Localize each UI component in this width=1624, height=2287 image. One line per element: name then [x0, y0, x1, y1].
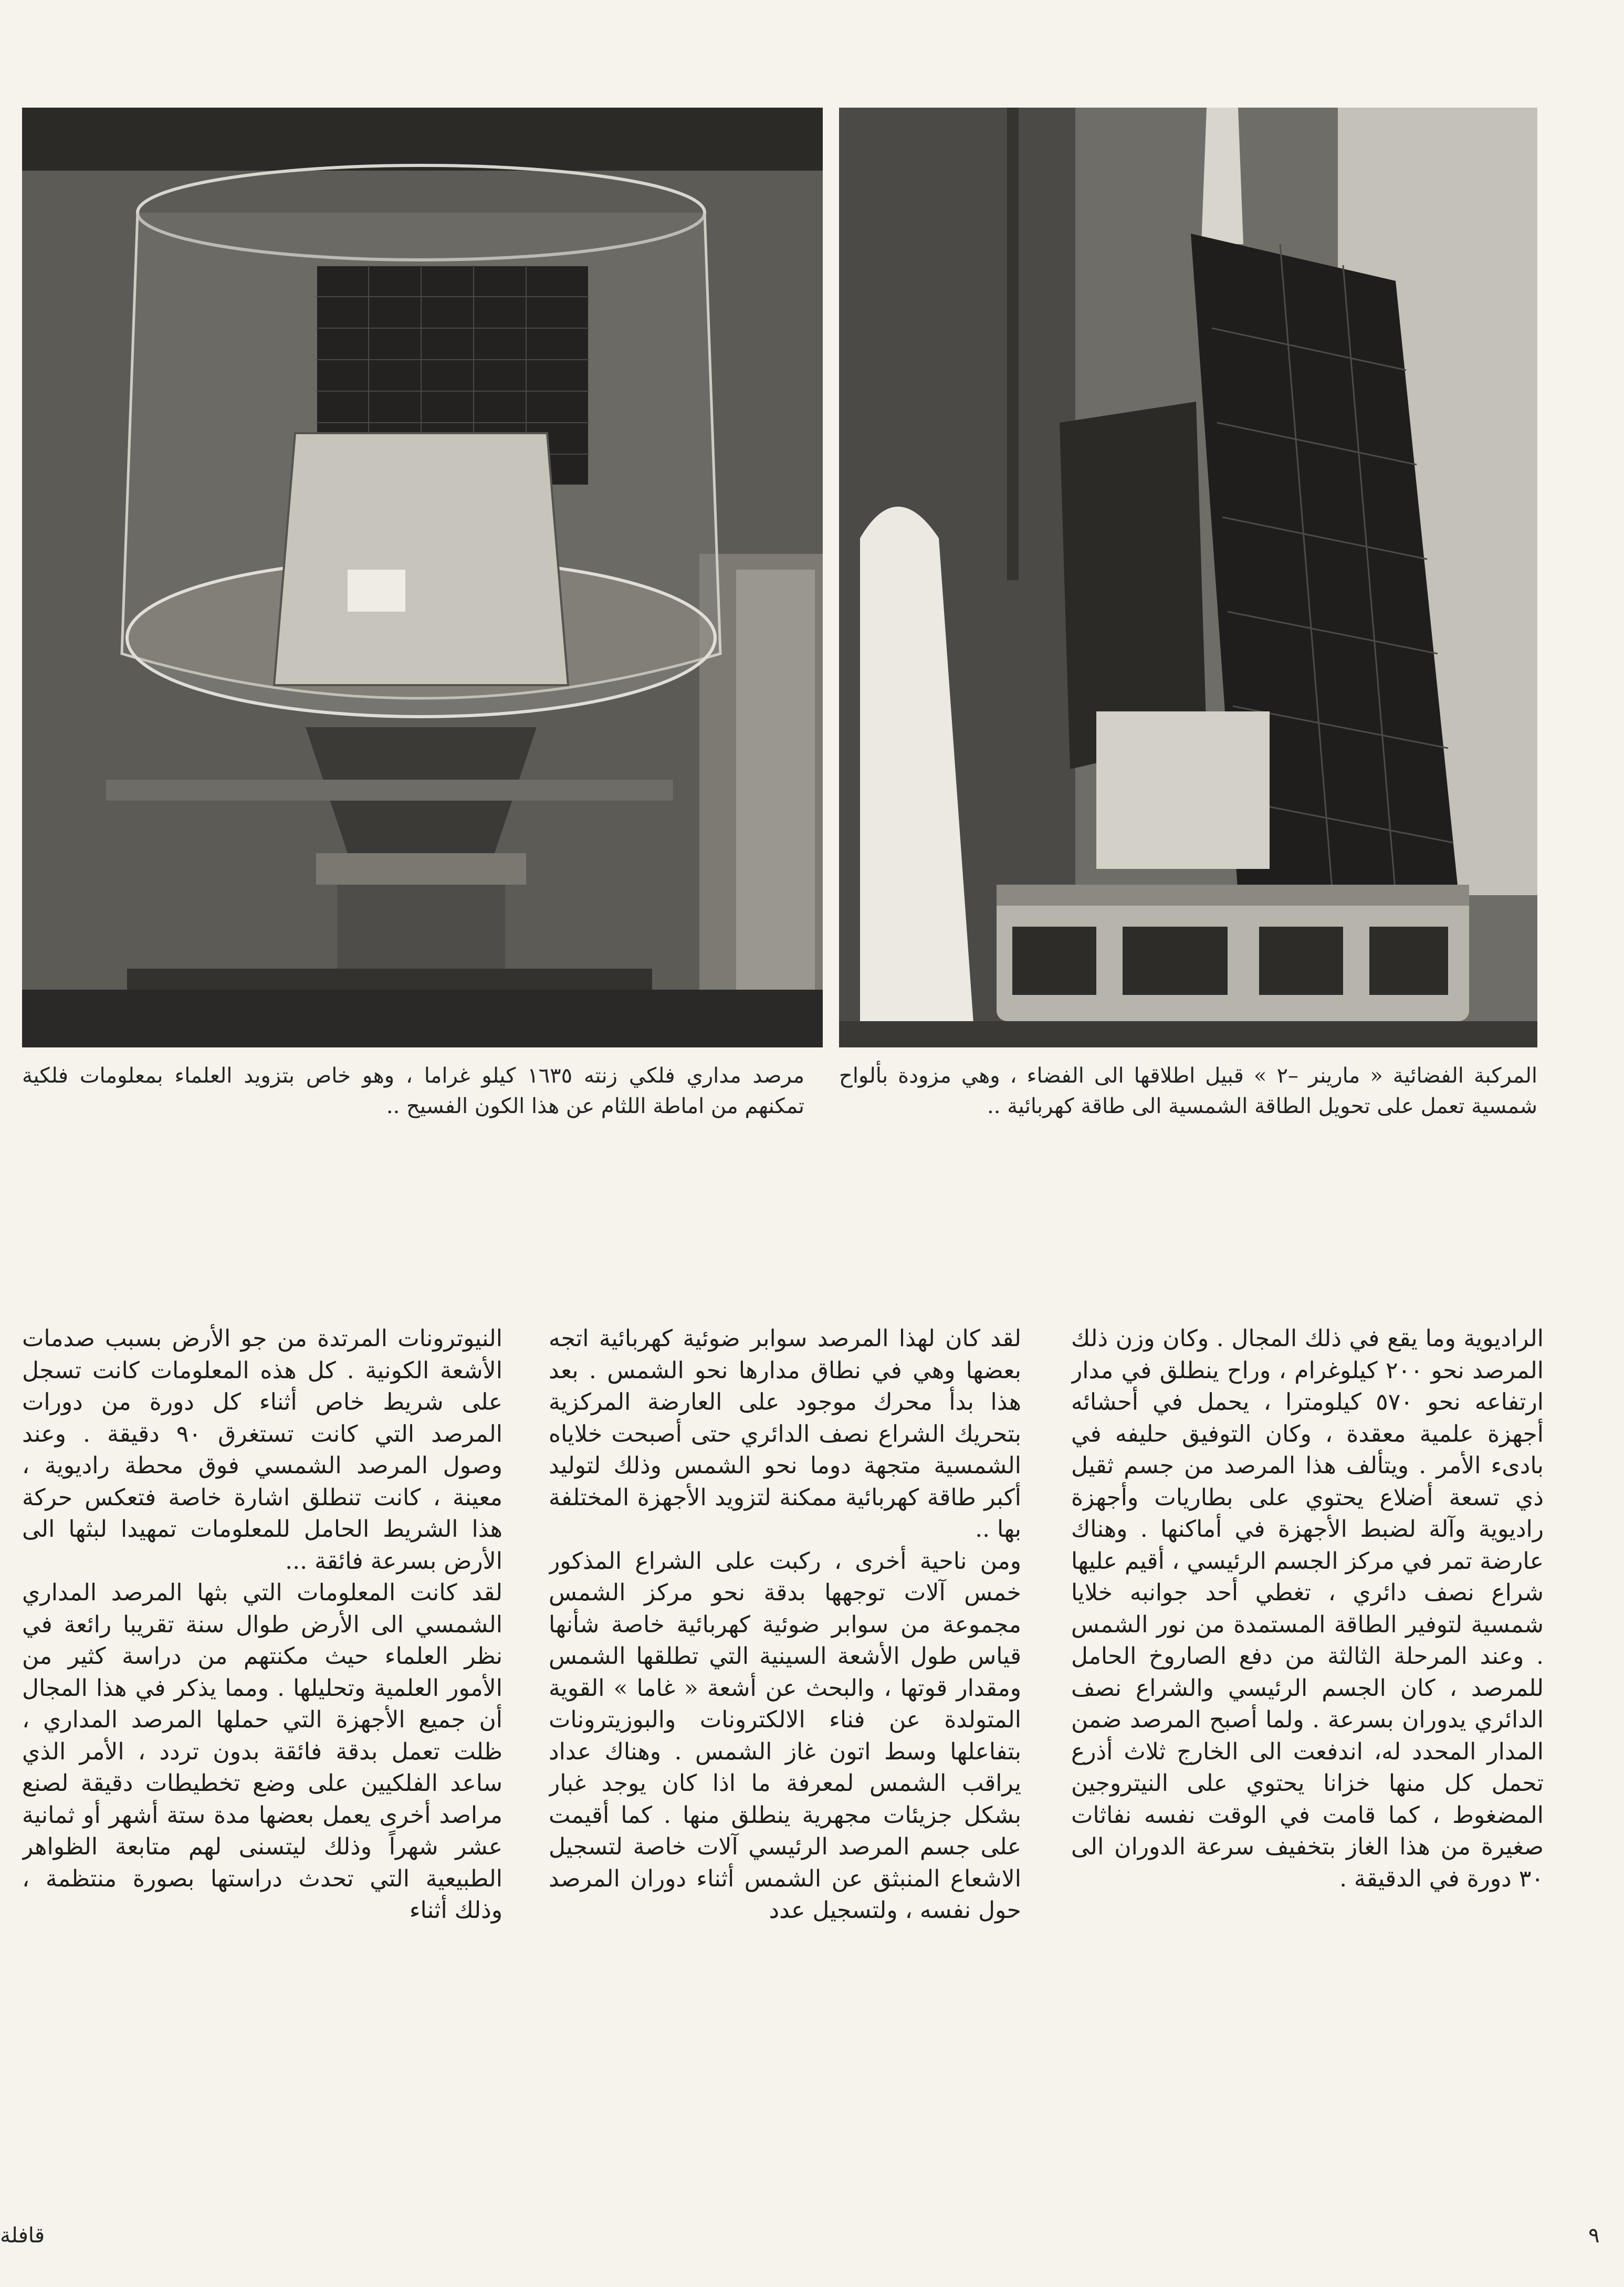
observatory-illustration [22, 108, 823, 1047]
mariner-caption: المركبة الفضائية « مارينر –٢ » قبيل اطلاقها الى الفضاء ، وهي مزودة بألواح شمسية تعمل على تحويل الطاقة الشمسية الى طاقة كهربائية .. [839, 1064, 1537, 1118]
article-paragraph: النيوترونات المرتدة من جو الأرض بسبب صدمات الأشعة الكونية . كل هذه المعلومات كانت تسجل على شريط خاص أثناء كل دورة من دورات المرصد التي كانت تستغرق ٩٠ دقيقة . وعند وصول المرصد الشمسي فوق محطة راديوية ، معينة ، كانت تنطلق اشارة خاصة فتعكس حركة هذا الشريط الحامل للمعلومات تمهيدا لبثها الى الأرض بسرعة فائقة ... [22, 1325, 502, 1575]
mariner-photo [839, 108, 1537, 1047]
magazine-name: قافلة [0, 2223, 45, 2248]
article-paragraph: لقد كانت المعلومات التي بثها المرصد المداري الشمسي الى الأرض طوال سنة تقريبا رائعة في نظر العلماء حيث مكنتهم من دراسة كثير من الأمور العلمية وتحليلها . ومما يذكر في هذا المجال أن جميع الأجهزة التي حملها المرصد المداري ، ظلت تعمل بدقة فائقة بدون تردد ، الأمر الذي ساعد الفلكيين على وضع تخطيطات دقيقة لصنع مراصد أخرى يعمل بعضها مدة ستة أشهر أو ثمانية عشر شهراً وذلك ليتسنى لهم متابعة الظواهر الطبيعية التي تحدث دراستها بصورة منتظمة ، وذلك أثناء [22, 1579, 502, 1924]
article-paragraph: ومن ناحية أخرى ، ركبت على الشراع المذكور خمس آلات توجهها بدقة نحو مركز الشمس مجموعة من سوابر ضوئية كهربائية خاصة شأنها قياس طول الأشعة السينية التي تطلقها الشمس ومقدار قوتها ، والبحث عن أشعة « غاما » القوية المتولدة عن فناء الالكترونات والبوزيترونات بتفاعلها وسط اتون غاز الشمس . وهناك عداد يراقب الشمس لمعرفة ما اذا كان يوجد غبار بشكل جزيئات مجهرية ينطلق منها . كما أقيمت على جسم المرصد الرئيسي آلات خاصة لتسجيل الاشعاع المنبثق عن الشمس أثناء دوران المرصد حول نفسه ، ولتسجيل عدد [549, 1547, 1021, 1924]
article-paragraph: لقد كان لهذا المرصد سوابر ضوئية كهربائية اتجه بعضها وهي في نطاق مدارها نحو الشمس . بعد هذا بدأ محرك موجود على العارضة المركزية بتحريك الشراع نصف الدائري حتى أصبحت خلاياه الشمسية متجهة دوما نحو الشمس وذلك لتوليد أكبر طاقة كهربائية ممكنة لتزويد الأجهزة المختلفة بها .. [549, 1325, 1021, 1543]
article-column-3 [22, 1323, 502, 2195]
article-paragraph: الراديوية وما يقع في ذلك المجال . وكان وزن ذلك المرصد نحو ٢٠٠ كيلوغرام ، وراح ينطلق في مدار ارتفاعه نحو ٥٧٠ كيلومترا ، يحمل في أحشائه أجهزة علمية معقدة ، وكان التوفيق حليفه في بادىء الأمر . ويتألف هذا المرصد من جسم ثقيل ذي تسعة أضلاع يحتوي على بطاريات وأجهزة راديوية وآلة لضبط الأجهزة في أماكنها . وهناك عارضة تمر في مركز الجسم الرئيسي ، أقيم عليها شراع نصف دائري ، تغطي أحد جوانبه خلايا شمسية لتوفير الطاقة المستمدة من نور الشمس . وعند المرحلة الثالثة من دفع الصاروخ الحامل للمرصد ، كان الجسم الرئيسي والشراع نصف الدائري يدوران بسرعة . ولما أصبح المرصد ضمن المدار المحدد له، اندفعت الى الخارج ثلاث أذرع تحمل كل منها خزانا يحتوي على النيتروجين المضغوط ، كما قامت في الوقت نفسه نفاثات صغيرة من هذا الغاز بتخفيف سرعة الدوران الى ٣٠ دورة في الدقيقة . [1071, 1325, 1544, 1892]
page-number: ٩ [1588, 2223, 1600, 2248]
observatory-caption: مرصد مداري فلكي زنته ١٦٣٥ كيلو غراما ، وهو خاص بتزويد العلماء بمعلومات فلكية تمكنهم من اماطة اللثام عن هذا الكون الفسيح .. [22, 1064, 804, 1118]
article-column-2 [549, 1323, 1021, 2195]
article-column-1 [1071, 1323, 1544, 2195]
observatory-photo [22, 108, 823, 1047]
mariner-illustration [839, 108, 1537, 1047]
